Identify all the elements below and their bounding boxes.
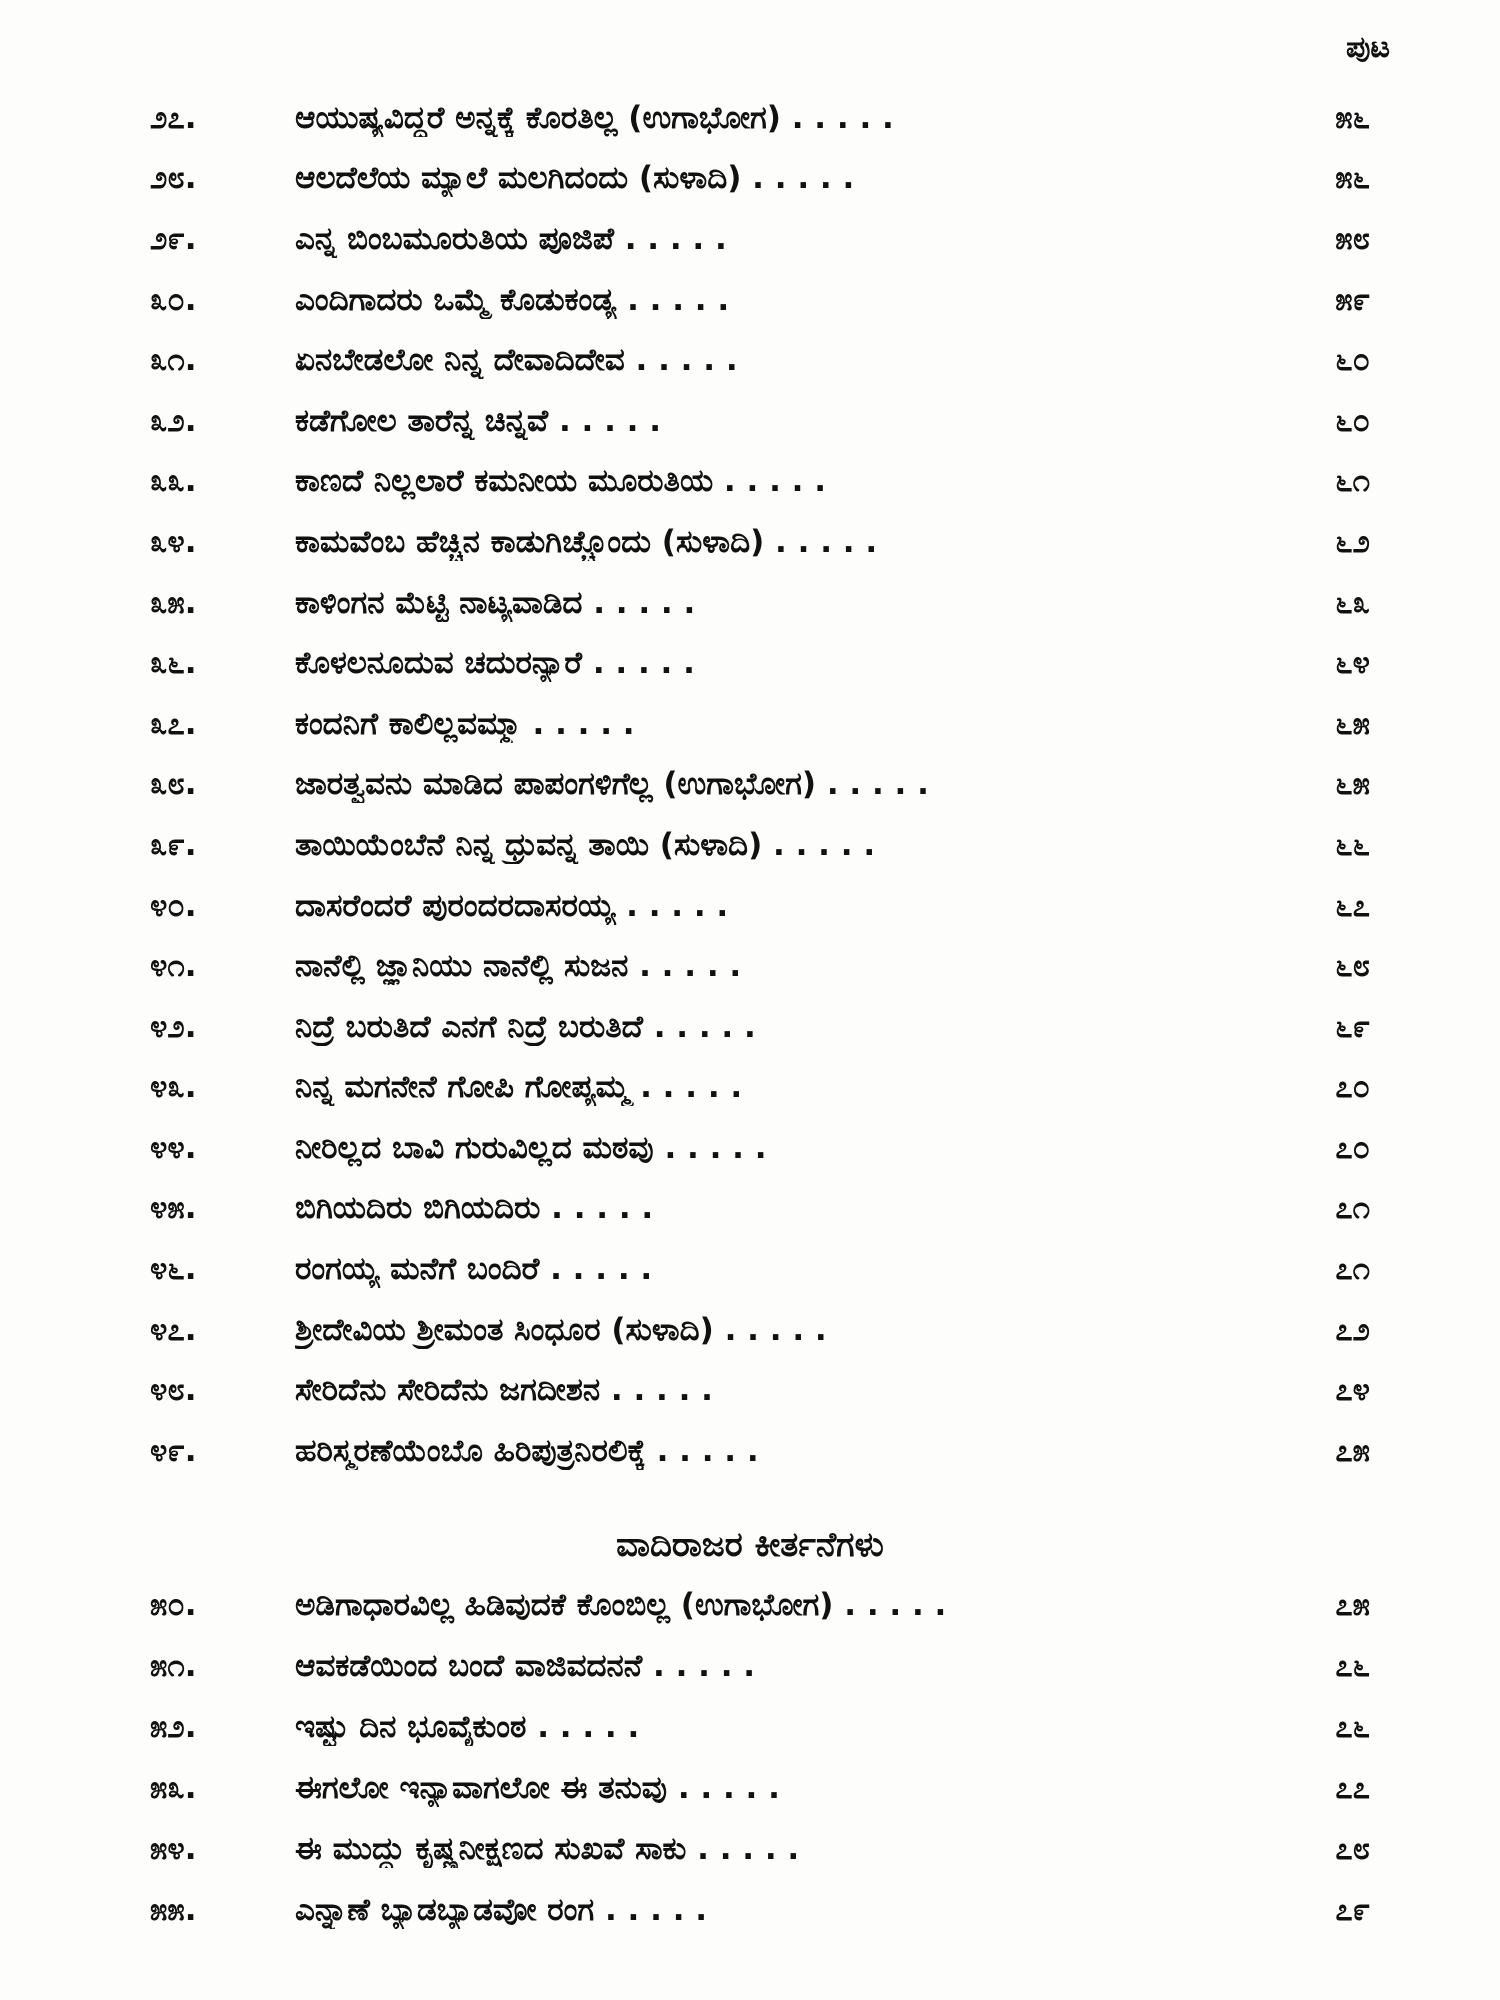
entry-number: ೨೮. xyxy=(150,160,197,197)
toc-entry xyxy=(150,1421,1370,1482)
entry-title: ಕೊಳಲನೂದುವ ಚದುರನ್ಯಾರೆ . . . . . xyxy=(295,645,695,682)
entry-title: ರಂಗಯ್ಯ ಮನೆಗೆ ಬಂದಿರೆ . . . . . xyxy=(295,1251,653,1288)
entry-page-number: ೭೧ xyxy=(1335,1190,1370,1227)
entry-title: ಅಡಿಗಾಧಾರವಿಲ್ಲ ಹಿಡಿವುದಕೆ ಕೊಂಬಿಲ್ಲ (ಉಗಾಭೋಗ) . . . . . xyxy=(295,1587,947,1623)
entry-page-number: ೫೮ xyxy=(1335,220,1370,257)
toc-entry xyxy=(150,1118,1370,1179)
entry-number: ೪೦. xyxy=(150,887,197,924)
entry-page-number: ೭೦ xyxy=(1335,1069,1370,1106)
entry-page-number: ೫೯ xyxy=(1335,281,1370,318)
toc-section-purandara xyxy=(150,88,1370,1482)
entry-title: ನಿನ್ನ ಮಗನೇನೆ ಗೋಪಿ ಗೋಪ್ಯಮ್ಮ . . . . . xyxy=(295,1069,743,1106)
toc-entry xyxy=(150,1636,1370,1697)
entry-page-number: ೬೫ xyxy=(1335,705,1370,742)
entry-page-number: ೭೪ xyxy=(1335,1372,1370,1409)
entry-page-number: ೭೬ xyxy=(1335,1648,1370,1684)
entry-number: ೪೯. xyxy=(150,1432,197,1469)
entry-number: ೩೭. xyxy=(150,705,197,742)
entry-number: ೪೫. xyxy=(150,1190,197,1227)
entry-page-number: ೫೬ xyxy=(1335,160,1370,197)
entry-title: ದಾಸರೆಂದರೆ ಪುರಂದರದಾಸರಯ್ಯ . . . . . xyxy=(295,887,729,924)
toc-entry xyxy=(150,391,1370,452)
toc-entry xyxy=(150,330,1370,391)
entry-number: ೩೨. xyxy=(150,402,197,439)
entry-number: ೫೧. xyxy=(150,1648,197,1684)
entry-page-number: ೭೫ xyxy=(1335,1432,1370,1469)
entry-number: ೩೦. xyxy=(150,281,197,318)
entry-title: ಎಂದಿಗಾದರು ಒಮ್ಮೆ ಕೊಡುಕಂಡ್ಯ . . . . . xyxy=(295,281,730,318)
toc-entry xyxy=(150,755,1370,816)
toc-entry xyxy=(150,1819,1370,1880)
entry-number: ೩೧. xyxy=(150,342,197,379)
entry-number: ೩೫. xyxy=(150,584,197,621)
toc-entry xyxy=(150,1697,1370,1758)
toc-entry xyxy=(150,1880,1370,1941)
entry-title: ಎನ್ನ ಬಿಂಬಮೂರುತಿಯ ಪೂಜಿಪೆ . . . . . xyxy=(295,220,727,257)
toc-entry xyxy=(150,149,1370,210)
entry-title: ಏನಬೇಡಲೋ ನಿನ್ನ ದೇವಾದಿದೇವ . . . . . xyxy=(295,342,738,379)
entry-page-number: ೬೬ xyxy=(1335,826,1370,863)
entry-page-number: ೬೧ xyxy=(1335,463,1370,500)
entry-title: ಶ್ರೀದೇವಿಯ ಶ್ರೀಮಂತ ಸಿಂಧೂರ (ಸುಳಾದಿ) . . . . . xyxy=(295,1311,827,1348)
entry-title: ಈಗಲೋ ಇನ್ಯಾವಾಗಲೋ ಈ ತನುವು . . . . . xyxy=(295,1770,780,1806)
toc-entry xyxy=(150,1179,1370,1240)
toc-entry xyxy=(150,1300,1370,1361)
toc-entry xyxy=(150,1239,1370,1300)
entry-page-number: ೭೫ xyxy=(1335,1587,1370,1623)
entry-title: ಜಾರತ್ವವನು ಮಾಡಿದ ಪಾಪಂಗಳಿಗೆಲ್ಲ (ಉಗಾಭೋಗ) . . . . . xyxy=(295,766,929,803)
toc-entry xyxy=(150,573,1370,634)
entry-page-number: ೫೬ xyxy=(1335,99,1370,136)
entry-number: ೪೪. xyxy=(150,1129,197,1166)
entry-number: ೪೮. xyxy=(150,1372,197,1409)
entry-page-number: ೭೬ xyxy=(1335,1709,1370,1745)
entry-title: ಕಾಳಿಂಗನ ಮೆಟ್ಟಿ ನಾಟ್ಯವಾಡಿದ . . . . . xyxy=(295,584,696,621)
toc-entry xyxy=(150,452,1370,513)
entry-page-number: ೬೦ xyxy=(1335,402,1370,439)
entry-number: ೪೭. xyxy=(150,1311,197,1348)
entry-page-number: ೬೫ xyxy=(1335,766,1370,803)
toc-entry xyxy=(150,1758,1370,1819)
entry-title: ಸೇರಿದೆನು ಸೇರಿದೆನು ಜಗದೀಶನ . . . . . xyxy=(295,1372,713,1409)
entry-number: ೫೩. xyxy=(150,1770,197,1806)
entry-title: ಇಷ್ಟು ದಿನ ಭೂವೈಕುಂಠ . . . . . xyxy=(295,1709,640,1745)
entry-page-number: ೭೦ xyxy=(1335,1129,1370,1166)
toc-entry xyxy=(150,633,1370,694)
entry-number: ೫೦. xyxy=(150,1587,197,1623)
entry-number: ೩೮. xyxy=(150,766,197,803)
entry-title: ನೀರಿಲ್ಲದ ಬಾವಿ ಗುರುವಿಲ್ಲದ ಮಠವು . . . . . xyxy=(295,1129,767,1166)
entry-title: ಆವಕಡೆಯಿಂದ ಬಂದೆ ವಾಜಿವದನನೆ . . . . . xyxy=(295,1648,756,1684)
entry-page-number: ೭೨ xyxy=(1335,1311,1370,1348)
entry-page-number: ೬೮ xyxy=(1335,948,1370,985)
entry-number: ೫೨. xyxy=(150,1709,197,1745)
entry-title: ನಾನೆಲ್ಲಿ ಜ್ಞಾನಿಯು ನಾನೆಲ್ಲಿ ಸುಜನ . . . . . xyxy=(295,948,742,985)
entry-title: ಬಿಗಿಯದಿರು ಬಿಗಿಯದಿರು . . . . . xyxy=(295,1190,654,1227)
toc-entry xyxy=(150,270,1370,331)
toc-section-vadiraja xyxy=(150,1575,1370,1941)
entry-title: ತಾಯಿಯೆಂಬೆನೆ ನಿನ್ನ ಧ್ರುವನ್ನ ತಾಯಿ (ಸುಳಾದಿ) . . . . . xyxy=(295,826,876,863)
entry-page-number: ೬೩ xyxy=(1335,584,1370,621)
toc-entry xyxy=(150,1058,1370,1119)
toc-entry xyxy=(150,815,1370,876)
entry-number: ೪೩. xyxy=(150,1069,197,1106)
page-column-label: ಪುಟ xyxy=(1345,30,1390,65)
entry-page-number: ೬೨ xyxy=(1335,523,1370,560)
entry-title: ಕಡೆಗೋಲ ತಾರೆನ್ನ ಚಿನ್ನವೆ . . . . . xyxy=(295,402,661,439)
entry-page-number: ೬೦ xyxy=(1335,342,1370,379)
toc-entry xyxy=(150,1575,1370,1636)
toc-entry xyxy=(150,512,1370,573)
toc-entry xyxy=(150,88,1370,149)
entry-title: ಆಯುಷ್ಯವಿದ್ದರೆ ಅನ್ನಕ್ಕೆ ಕೊರತಿಲ್ಲ (ಉಗಾಭೋಗ) . . . . . xyxy=(295,99,894,136)
toc-entry xyxy=(150,209,1370,270)
entry-number: ೫೫. xyxy=(150,1892,197,1928)
entry-number: ೨೭. xyxy=(150,99,197,136)
entry-number: ೩೩. xyxy=(150,463,197,500)
entry-page-number: ೭೮ xyxy=(1335,1831,1370,1867)
toc-entry xyxy=(150,876,1370,937)
section-heading: ವಾದಿರಾಜರ ಕೀರ್ತನೆಗಳು xyxy=(616,1525,884,1565)
entry-page-number: ೬೭ xyxy=(1335,887,1370,924)
entry-number: ೪೨. xyxy=(150,1008,197,1045)
entry-number: ೩೪. xyxy=(150,523,197,560)
entry-title: ನಿದ್ರೆ ಬರುತಿದೆ ಎನಗೆ ನಿದ್ರೆ ಬರುತಿದೆ . . . . . xyxy=(295,1008,756,1045)
toc-entry xyxy=(150,936,1370,997)
entry-page-number: ೭೭ xyxy=(1335,1770,1370,1806)
entry-number: ೩೬. xyxy=(150,645,197,682)
entry-title: ಕಂದನಿಗೆ ಕಾಲಿಲ್ಲವಮ್ಮಾ . . . . . xyxy=(295,705,635,742)
entry-title: ಕಾಣದೆ ನಿಲ್ಲಲಾರೆ ಕಮನೀಯ ಮೂರುತಿಯ . . . . . xyxy=(295,463,826,500)
entry-title: ಕಾಮವೆಂಬ ಹೆಚ್ಚಿನ ಕಾಡುಗಿಚ್ಚೊಂದು (ಸುಳಾದಿ) . . . . . xyxy=(295,523,878,560)
entry-page-number: ೬೪ xyxy=(1335,645,1370,682)
entry-title: ಈ ಮುದ್ದು ಕೃಷ್ಣನೀಕ್ಷಣದ ಸುಖವೆ ಸಾಕು . . . . . xyxy=(295,1831,800,1867)
entry-number: ೨೯. xyxy=(150,220,197,257)
entry-title: ಹರಿಸ್ಮರಣೆಯೆಂಬೊ ಹಿರಿಪುತ್ರನಿರಲಿಕ್ಕೆ . . . . . xyxy=(295,1432,759,1469)
entry-page-number: ೬೯ xyxy=(1335,1008,1370,1045)
entry-number: ೫೪. xyxy=(150,1831,197,1867)
toc-entry xyxy=(150,1360,1370,1421)
entry-number: ೪೬. xyxy=(150,1251,197,1288)
toc-entry xyxy=(150,997,1370,1058)
entry-number: ೩೯. xyxy=(150,826,197,863)
entry-title: ಆಲದೆಲೆಯ ಮ್ಯಾಲೆ ಮಲಗಿದಂದು (ಸುಳಾದಿ) . . . . . xyxy=(295,160,855,197)
toc-entry xyxy=(150,694,1370,755)
entry-title: ಎನ್ನಾಣೆ ಬ್ಯಾಡಬ್ಯಾಡವೋ ರಂಗ . . . . . xyxy=(295,1892,708,1928)
entry-page-number: ೭೧ xyxy=(1335,1251,1370,1288)
entry-page-number: ೭೯ xyxy=(1335,1892,1370,1928)
entry-number: ೪೧. xyxy=(150,948,197,985)
